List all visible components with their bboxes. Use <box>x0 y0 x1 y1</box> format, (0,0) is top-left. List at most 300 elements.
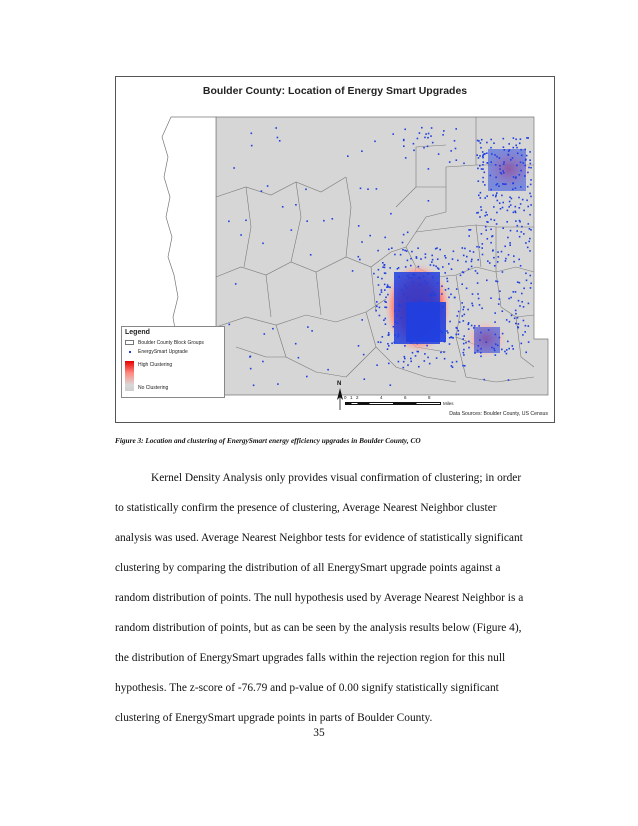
body-line: clustering by comparing the distribution of all EnergySmart upgrade points against a <box>115 562 501 574</box>
upgrade-point <box>388 334 390 336</box>
upgrade-point <box>390 384 392 386</box>
upgrade-point <box>486 280 488 282</box>
upgrade-point <box>251 133 253 135</box>
upgrade-point <box>520 265 522 267</box>
upgrade-point <box>398 310 400 312</box>
upgrade-point <box>442 306 444 308</box>
upgrade-point <box>385 318 387 320</box>
upgrade-point <box>463 352 465 354</box>
upgrade-point <box>497 261 499 263</box>
upgrade-point <box>388 332 390 334</box>
upgrade-point <box>279 140 281 142</box>
upgrade-point <box>264 333 266 335</box>
upgrade-point <box>499 165 501 167</box>
upgrade-point <box>475 270 477 272</box>
figure-caption: Figure 3: Location and clustering of EnergySmart energy efficiency upgrades in Boulder County, CO <box>115 436 421 445</box>
upgrade-point <box>417 138 419 140</box>
upgrade-point <box>417 247 419 249</box>
upgrade-point <box>494 312 496 314</box>
upgrade-point <box>495 354 497 356</box>
page-number: 35 <box>313 727 325 739</box>
scale-tick: 0 <box>344 395 347 400</box>
upgrade-point <box>494 154 496 156</box>
upgrade-point <box>430 135 432 137</box>
legend-label-low: No Clustering <box>138 385 169 391</box>
upgrade-point <box>456 159 458 161</box>
upgrade-point <box>251 145 253 147</box>
upgrade-point <box>498 303 500 305</box>
body-line: Kernel Density Analysis only provides visual confirmation of clustering; in order <box>151 472 522 484</box>
upgrade-point <box>421 127 423 129</box>
upgrade-point <box>521 226 523 228</box>
upgrade-point <box>495 194 497 196</box>
upgrade-point <box>512 348 514 350</box>
upgrade-point <box>485 226 487 228</box>
upgrade-point <box>504 183 506 185</box>
upgrade-point <box>521 231 523 233</box>
upgrade-point <box>525 325 527 327</box>
upgrade-point <box>436 247 438 249</box>
upgrade-point <box>359 259 361 261</box>
upgrade-point <box>388 249 390 251</box>
upgrade-point <box>444 358 446 360</box>
body-line: clustering of EnergySmart upgrade points in parts of Boulder County. <box>115 712 433 724</box>
upgrade-point <box>448 263 450 265</box>
upgrade-point <box>481 168 483 170</box>
upgrade-point <box>527 186 529 188</box>
upgrade-point <box>404 345 406 347</box>
upgrade-point <box>407 275 409 277</box>
upgrade-point <box>425 133 427 135</box>
upgrade-point <box>490 219 492 221</box>
upgrade-point <box>404 250 406 252</box>
upgrade-point <box>405 157 407 159</box>
upgrade-point <box>358 256 360 258</box>
upgrade-point <box>495 343 497 345</box>
upgrade-point <box>400 254 402 256</box>
upgrade-point <box>435 266 437 268</box>
upgrade-point <box>428 318 430 320</box>
upgrade-point <box>267 185 269 187</box>
upgrade-point <box>494 321 496 323</box>
upgrade-point <box>410 265 412 267</box>
upgrade-point <box>468 328 470 330</box>
upgrade-point <box>449 321 451 323</box>
upgrade-point <box>519 236 521 238</box>
upgrade-point <box>403 140 405 142</box>
upgrade-point <box>458 330 460 332</box>
upgrade-point <box>513 261 515 263</box>
upgrade-point <box>437 283 439 285</box>
upgrade-point <box>401 317 403 319</box>
upgrade-point <box>468 229 470 231</box>
upgrade-point <box>482 181 484 183</box>
upgrade-point <box>449 343 451 345</box>
upgrade-point <box>495 334 497 336</box>
upgrade-point <box>382 336 384 338</box>
upgrade-point <box>480 197 482 199</box>
upgrade-point <box>413 143 415 145</box>
upgrade-point <box>421 311 423 313</box>
upgrade-point <box>508 254 510 256</box>
upgrade-point <box>423 147 425 149</box>
upgrade-point <box>443 351 445 353</box>
upgrade-point <box>501 251 503 253</box>
upgrade-point <box>404 129 406 131</box>
upgrade-point <box>522 199 524 201</box>
upgrade-point <box>418 366 420 368</box>
upgrade-point <box>530 204 532 206</box>
upgrade-point <box>528 303 530 305</box>
upgrade-point <box>384 306 386 308</box>
upgrade-point <box>235 283 237 285</box>
upgrade-point <box>512 189 514 191</box>
upgrade-point <box>476 154 478 156</box>
upgrade-point <box>426 345 428 347</box>
upgrade-point <box>496 184 498 186</box>
upgrade-point <box>407 232 409 234</box>
legend-label-upgrade: EnergySmart Upgrade <box>138 348 188 355</box>
upgrade-point <box>477 293 479 295</box>
upgrade-point <box>282 206 284 208</box>
upgrade-point <box>502 310 504 312</box>
upgrade-point <box>527 247 529 249</box>
legend-title: Legend <box>125 329 150 336</box>
upgrade-point <box>509 321 511 323</box>
upgrade-point <box>466 288 468 290</box>
upgrade-point <box>432 319 434 321</box>
upgrade-point <box>418 277 420 279</box>
upgrade-point <box>486 221 488 223</box>
upgrade-point <box>376 306 378 308</box>
upgrade-point <box>482 243 484 245</box>
upgrade-point <box>387 343 389 345</box>
upgrade-point <box>506 349 508 351</box>
upgrade-point <box>448 297 450 299</box>
upgrade-point <box>427 357 429 359</box>
upgrade-point <box>451 268 453 270</box>
upgrade-point <box>492 250 494 252</box>
upgrade-point <box>484 184 486 186</box>
upgrade-point <box>383 319 385 321</box>
upgrade-point <box>479 165 481 167</box>
upgrade-point <box>525 352 527 354</box>
upgrade-point <box>455 334 457 336</box>
upgrade-point <box>494 350 496 352</box>
upgrade-point <box>384 301 386 303</box>
upgrade-point <box>310 254 312 256</box>
upgrade-point <box>458 311 460 313</box>
upgrade-point <box>502 207 504 209</box>
upgrade-point <box>487 238 489 240</box>
upgrade-point <box>437 332 439 334</box>
upgrade-point <box>277 383 279 385</box>
upgrade-point <box>526 200 528 202</box>
upgrade-point <box>511 198 513 200</box>
upgrade-point <box>508 298 510 300</box>
upgrade-point <box>384 289 386 291</box>
upgrade-point <box>502 333 504 335</box>
upgrade-point <box>445 257 447 259</box>
upgrade-point <box>496 212 498 214</box>
upgrade-point <box>517 153 519 155</box>
upgrade-point <box>407 260 409 262</box>
upgrade-point <box>481 209 483 211</box>
upgrade-point <box>327 369 329 371</box>
upgrade-point <box>404 285 406 287</box>
upgrade-point <box>465 261 467 263</box>
upgrade-point <box>495 280 497 282</box>
upgrade-point <box>408 277 410 279</box>
upgrade-point <box>435 294 437 296</box>
map-title: Boulder County: Location of Energy Smart Upgrades <box>202 85 468 97</box>
upgrade-point <box>478 345 480 347</box>
upgrade-point <box>477 273 479 275</box>
upgrade-point <box>502 271 504 273</box>
upgrade-point <box>519 282 521 284</box>
upgrade-point <box>503 146 505 148</box>
upgrade-point <box>490 147 492 149</box>
upgrade-point <box>305 189 307 191</box>
upgrade-point <box>473 327 475 329</box>
upgrade-point <box>528 325 530 327</box>
upgrade-point <box>275 127 277 129</box>
upgrade-point <box>504 149 506 151</box>
legend-label-high: High Clustering <box>138 362 173 368</box>
upgrade-point <box>505 260 507 262</box>
upgrade-point <box>476 212 478 214</box>
upgrade-point <box>463 255 465 257</box>
upgrade-point <box>447 332 449 334</box>
upgrade-point <box>429 340 431 342</box>
upgrade-point <box>431 299 433 301</box>
upgrade-point <box>433 292 435 294</box>
upgrade-point <box>416 257 418 259</box>
upgrade-point <box>424 310 426 312</box>
upgrade-point <box>456 288 458 290</box>
upgrade-point <box>471 325 473 327</box>
upgrade-point <box>416 313 418 315</box>
upgrade-point <box>426 309 428 311</box>
upgrade-point <box>386 286 388 288</box>
upgrade-point <box>517 281 519 283</box>
upgrade-point <box>530 283 532 285</box>
upgrade-point <box>493 348 495 350</box>
upgrade-point <box>524 165 526 167</box>
upgrade-point <box>520 162 522 164</box>
upgrade-point <box>484 153 486 155</box>
upgrade-point <box>420 258 422 260</box>
upgrade-point <box>391 343 393 345</box>
upgrade-point <box>508 379 510 381</box>
upgrade-point <box>499 290 501 292</box>
upgrade-point <box>428 200 430 202</box>
upgrade-point <box>379 315 381 317</box>
upgrade-point <box>389 267 391 269</box>
upgrade-point <box>448 288 450 290</box>
upgrade-point <box>477 168 479 170</box>
upgrade-point <box>261 190 263 192</box>
upgrade-point <box>520 186 522 188</box>
upgrade-point <box>518 323 520 325</box>
upgrade-point <box>424 353 426 355</box>
upgrade-point <box>406 250 408 252</box>
upgrade-point <box>415 331 417 333</box>
body-line: random distribution of points. The null hypothesis used by Average Nearest Neighbor is a <box>115 592 524 604</box>
upgrade-point <box>431 255 433 257</box>
upgrade-point <box>477 259 479 261</box>
upgrade-point <box>390 213 392 215</box>
upgrade-point <box>438 268 440 270</box>
upgrade-point <box>306 220 308 222</box>
upgrade-point <box>525 159 527 161</box>
upgrade-point <box>376 188 378 190</box>
scale-tick: 1 <box>350 395 353 400</box>
upgrade-point <box>379 307 381 309</box>
upgrade-point <box>417 309 419 311</box>
upgrade-point <box>515 291 517 293</box>
upgrade-point <box>427 273 429 275</box>
upgrade-point <box>529 238 531 240</box>
upgrade-point <box>388 363 390 365</box>
upgrade-point <box>429 326 431 328</box>
upgrade-point <box>484 172 486 174</box>
upgrade-point <box>424 137 426 139</box>
block-group-swatch <box>125 340 134 345</box>
upgrade-point <box>490 189 492 191</box>
upgrade-point <box>505 183 507 185</box>
upgrade-point <box>497 345 499 347</box>
upgrade-point <box>482 254 484 256</box>
upgrade-point <box>431 293 433 295</box>
upgrade-point <box>391 247 393 249</box>
upgrade-point <box>398 361 400 363</box>
upgrade-point <box>462 271 464 273</box>
upgrade-point <box>240 234 242 236</box>
upgrade-point <box>518 300 520 302</box>
body-line: to statistically confirm the presence of clustering, Average Nearest Neighbor cluster <box>115 502 497 514</box>
upgrade-point <box>403 234 405 236</box>
scale-bar-graphic <box>345 402 441 405</box>
upgrade-point <box>511 315 513 317</box>
upgrade-point <box>513 291 515 293</box>
upgrade-point <box>521 293 523 295</box>
body-line: analysis was used. Average Nearest Neighbor tests for evidence of statistically significant <box>115 532 523 544</box>
upgrade-point <box>521 343 523 345</box>
upgrade-point <box>520 170 522 172</box>
upgrade-point <box>379 294 381 296</box>
upgrade-point <box>417 343 419 345</box>
upgrade-point <box>398 267 400 269</box>
upgrade-point <box>497 200 499 202</box>
upgrade-point <box>392 133 394 135</box>
upgrade-point <box>451 337 453 339</box>
upgrade-point <box>415 328 417 330</box>
upgrade-point <box>467 309 469 311</box>
upgrade-point <box>457 260 459 262</box>
upgrade-point <box>502 183 504 185</box>
upgrade-point <box>513 147 515 149</box>
upgrade-point <box>384 267 386 269</box>
upgrade-point <box>503 163 505 165</box>
upgrade-point <box>471 266 473 268</box>
upgrade-point <box>444 341 446 343</box>
upgrade-point <box>481 233 483 235</box>
upgrade-point <box>403 367 405 369</box>
upgrade-point <box>525 273 527 275</box>
upgrade-point <box>463 343 465 345</box>
upgrade-point <box>468 341 470 343</box>
upgrade-point <box>433 295 435 297</box>
upgrade-point <box>456 327 458 329</box>
upgrade-point <box>479 246 481 248</box>
upgrade-point <box>487 260 489 262</box>
upgrade-point <box>517 225 519 227</box>
upgrade-point <box>506 319 508 321</box>
upgrade-point <box>508 150 510 152</box>
upgrade-point <box>418 311 420 313</box>
upgrade-point <box>510 230 512 232</box>
upgrade-point <box>490 175 492 177</box>
upgrade-point <box>457 315 459 317</box>
upgrade-point <box>478 298 480 300</box>
upgrade-point <box>508 348 510 350</box>
upgrade-point <box>493 257 495 259</box>
upgrade-point <box>480 147 482 149</box>
upgrade-point <box>412 307 414 309</box>
upgrade-point <box>250 368 252 370</box>
upgrade-point <box>442 266 444 268</box>
upgrade-point <box>520 149 522 151</box>
upgrade-point <box>521 301 523 303</box>
upgrade-point <box>420 284 422 286</box>
upgrade-point <box>508 206 510 208</box>
upgrade-point <box>529 214 531 216</box>
upgrade-point <box>491 347 493 349</box>
upgrade-point <box>461 302 463 304</box>
upgrade-point <box>523 306 525 308</box>
upgrade-point <box>522 334 524 336</box>
upgrade-point <box>378 269 380 271</box>
upgrade-point <box>472 293 474 295</box>
upgrade-point <box>500 208 502 210</box>
upgrade-point <box>529 151 531 153</box>
upgrade-point <box>384 237 386 239</box>
upgrade-point <box>478 325 480 327</box>
upgrade-point <box>509 242 511 244</box>
upgrade-point <box>492 195 494 197</box>
upgrade-point <box>377 250 379 252</box>
upgrade-point <box>444 255 446 257</box>
upgrade-point <box>381 289 383 291</box>
upgrade-point-swatch <box>125 349 134 354</box>
upgrade-point <box>497 281 499 283</box>
body-line: hypothesis. The z-score of -76.79 and p-value of 0.00 signify statistically significant <box>115 682 499 694</box>
upgrade-point <box>439 249 441 251</box>
upgrade-point <box>447 281 449 283</box>
upgrade-point <box>462 315 464 317</box>
upgrade-point <box>504 351 506 353</box>
upgrade-point <box>520 138 522 140</box>
upgrade-point <box>484 215 486 217</box>
upgrade-point <box>373 273 375 275</box>
upgrade-point <box>445 289 447 291</box>
upgrade-point <box>427 137 429 139</box>
upgrade-point <box>464 365 466 367</box>
upgrade-point <box>360 188 362 190</box>
upgrade-point <box>516 147 518 149</box>
upgrade-point <box>375 310 377 312</box>
